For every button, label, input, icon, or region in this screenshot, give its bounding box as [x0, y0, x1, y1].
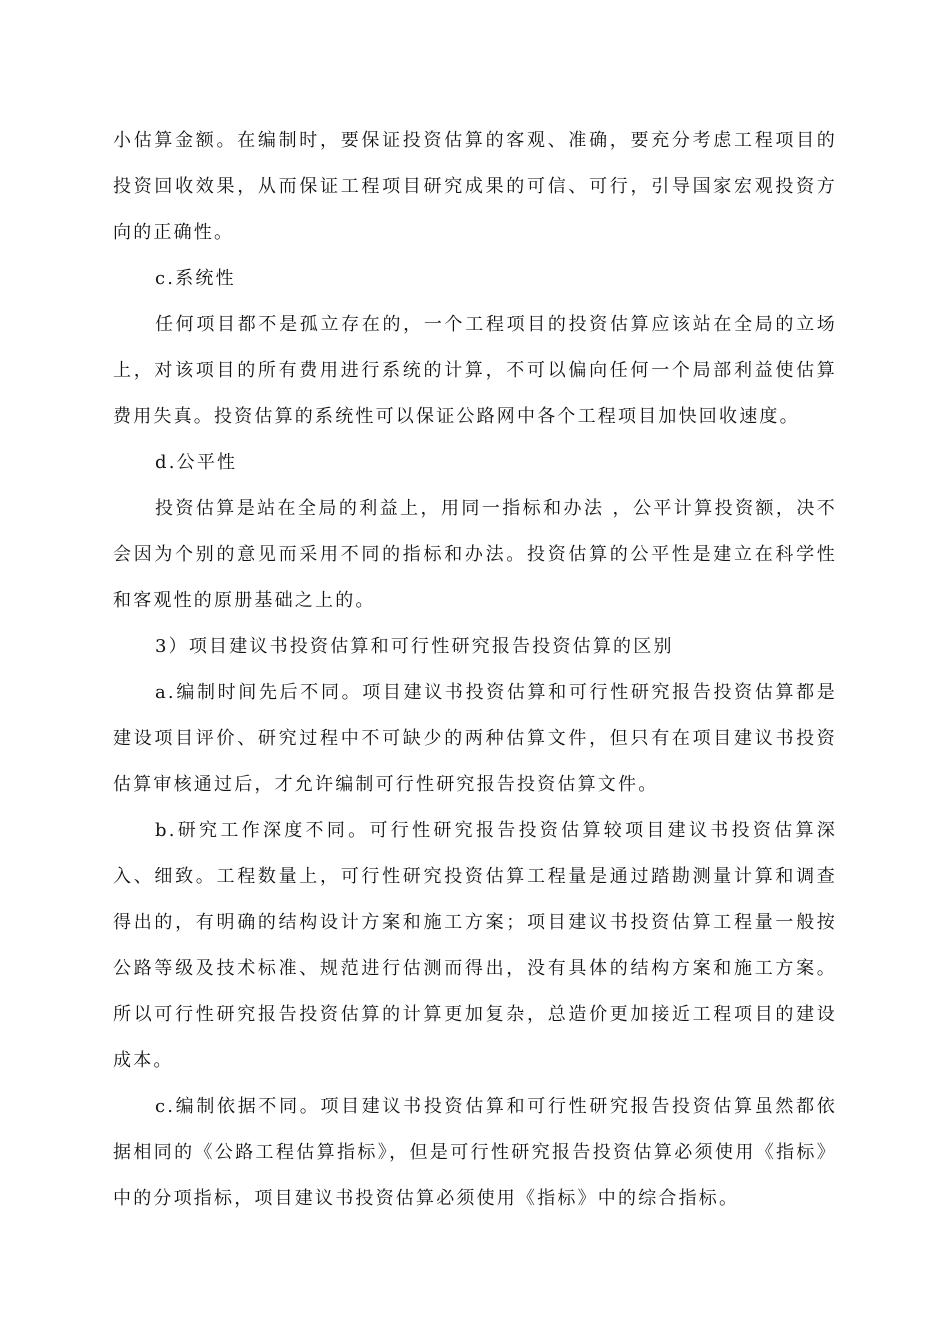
paragraph-difference-basis: c.编制依据不同。项目建议书投资估算和可行性研究报告投资估算虽然都依据相同的《公路工程估算指标》，但是可行性研究报告投资估算必须使用《指标》中的分项指标，项目建议书投资估算必须使用《指标》中的综合指标。	[113, 1096, 837, 1209]
document-body	[113, 118, 837, 1222]
paragraph-difference-depth: b.研究工作深度不同。可行性研究报告投资估算较项目建议书投资估算深入、细致。工程数量上，可行性研究投资估算工程量是通过踏勘测量计算和调查得出的，有明确的结构设计方案和施工方案；项目建议书投资估算工程量一般按公路等级及技术标准、规范进行估测而得出，没有具体的结构方案和施工方案。所以可行性研究报告投资估算的计算更加复杂，总造价更加接近工程项目的建设成本。	[113, 820, 837, 1071]
heading-systematic: c.系统性	[155, 268, 236, 289]
paragraph-investment-accuracy: 小估算金额。在编制时，要保证投资估算的客观、准确，要充分考虑工程项目的投资回收效果，从而保证工程项目研究成果的可信、可行，引导国家宏观投资方向的正确性。	[113, 130, 837, 243]
heading-fairness: d.公平性	[155, 452, 238, 473]
paragraph-systematic: 任何项目都不是孤立存在的，一个工程项目的投资估算应该站在全局的立场上，对该项目的所有费用进行系统的计算，不可以偏向任何一个局部利益使估算费用失真。投资估算的系统性可以保证公路网中各个工程项目加快回收速度。	[113, 314, 837, 427]
paragraph-difference-time: a.编制时间先后不同。项目建议书投资估算和可行性研究报告投资估算都是建设项目评价、研究过程中不可缺少的两种估算文件，但只有在项目建议书投资估算审核通过后，才允许编制可行性研究报告投资估算文件。	[113, 682, 837, 795]
paragraph-fairness: 投资估算是站在全局的利益上，用同一指标和办法 ，公平计算投资额，决不会因为个别的意见而采用不同的指标和办法。投资估算的公平性是建立在科学性和客观性的原册基础之上的。	[113, 498, 837, 611]
heading-differences: 3）项目建议书投资估算和可行性研究报告投资估算的区别	[155, 636, 674, 657]
